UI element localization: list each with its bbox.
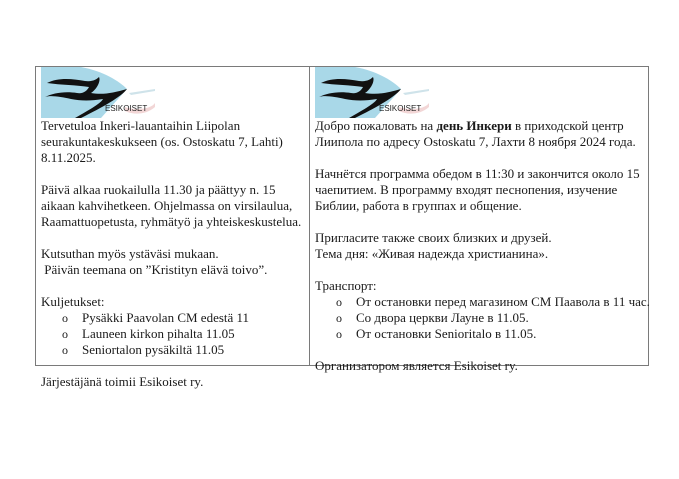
- circle-bullet-icon: o: [62, 327, 68, 341]
- program-line: aikaan kahvihetkeen. Ohjelmassa on virsilaulua,: [41, 198, 293, 213]
- highlight-text: день Инкери: [436, 118, 512, 133]
- transport-list: [41, 310, 309, 358]
- theme-line: Päivän teemana on ”Kristityn elävä toivo”.: [41, 262, 268, 277]
- invite-line: Kutsuthan myös ystäväsi mukaan.: [41, 246, 219, 261]
- organizer-line: Организатором является Esikoiset ry.: [315, 358, 518, 373]
- program-line: Библии, работа в группах и общение.: [315, 198, 522, 213]
- intro-line: Tervetuloa Inkeri-lauantaihin Liipolan: [41, 118, 241, 133]
- intro-line: 8.11.2025.: [41, 150, 96, 165]
- circle-bullet-icon: o: [336, 327, 342, 341]
- transport-heading: Kuljetukset:: [41, 294, 105, 309]
- esikoiset-logo-icon: [315, 67, 430, 118]
- theme-line: Тема дня: «Живая надежда христианина».: [315, 246, 549, 261]
- transport-list: [315, 294, 648, 342]
- russian-column: [310, 67, 650, 373]
- list-item: o Launeen kirkon pihalta 11.05: [62, 326, 235, 341]
- finnish-column: [36, 67, 310, 389]
- program-line: чаепитием. В программу входят песнопения, изучение: [315, 182, 618, 197]
- list-item: o От остановки перед магазином CM Паавола в 11 час.: [336, 294, 650, 309]
- list-item: o Pysäkki Paavolan CM edestä 11: [62, 310, 250, 325]
- list-item: o От остановки Senioritalo в 11.05.: [336, 326, 537, 341]
- transport-heading: Транспорт:: [315, 278, 377, 293]
- intro-line: Добро пожаловать на день Инкери в приходской центр: [315, 118, 624, 133]
- list-item: o Seniortalon pysäkiltä 11.05: [62, 342, 225, 357]
- circle-bullet-icon: o: [62, 343, 68, 357]
- program-line: Raamattuopetusta, ryhmätyö ja yhteiskeskustelua.: [41, 214, 302, 229]
- circle-bullet-icon: o: [62, 311, 68, 325]
- circle-bullet-icon: o: [336, 295, 342, 309]
- program-line: Начнётся программа обедом в 11:30 и закончится около 15: [315, 166, 640, 181]
- organizer-line: Järjestäjänä toimii Esikoiset ry.: [41, 374, 204, 389]
- logo-text: ESIKOISET: [105, 104, 148, 113]
- esikoiset-logo-icon: [41, 67, 156, 118]
- list-item: o Со двора церкви Лауне в 11.05.: [336, 310, 529, 325]
- invite-line: Пригласите также своих близких и друзей.: [315, 230, 552, 245]
- intro-line: seurakuntakeskukseen (os. Ostoskatu 7, Lahti): [41, 134, 283, 149]
- logo-text: ESIKOISET: [379, 104, 422, 113]
- bilingual-invitation-table: [35, 66, 650, 389]
- program-line: Päivä alkaa ruokailulla 11.30 ja päättyy n. 15: [41, 182, 276, 197]
- circle-bullet-icon: o: [336, 311, 342, 325]
- intro-line: Лиипола по адресу Ostoskatu 7, Лахти 8 ноября 2024 года.: [315, 134, 636, 149]
